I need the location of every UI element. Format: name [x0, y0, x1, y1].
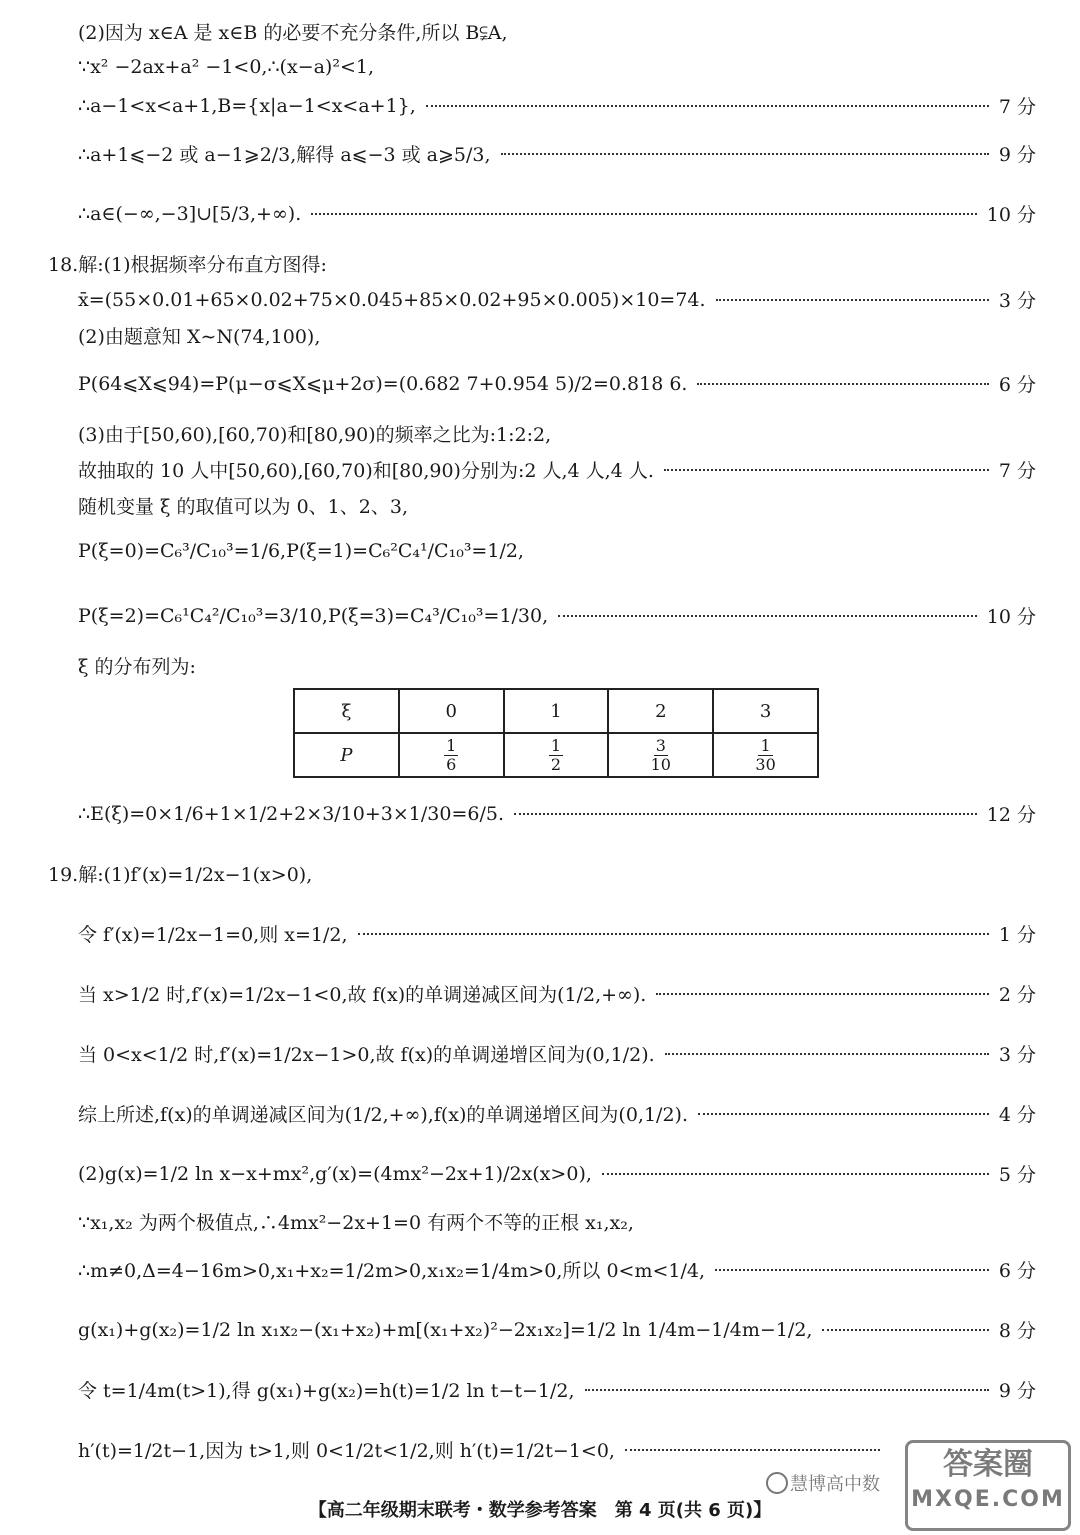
line-19-critical: 令 f′(x)=1/2x−1=0,则 x=1/2, 1 分	[78, 920, 1036, 947]
score: 9 分	[998, 1380, 1036, 1402]
line-18-normal: (2)由题意知 X∼N(74,100),	[78, 326, 321, 348]
wechat-icon	[766, 1472, 788, 1494]
line-19-2-g: (2)g(x)=1/2 ln x−x+mx²,g′(x)=(4mx²−2x+1)/2x(x>0), 5 分	[78, 1160, 1036, 1187]
leader-dots	[501, 153, 989, 155]
line-19-decreasing: 当 x>1/2 时,f′(x)=1/2x−1<0,故 f(x)的单调递减区间为(1/2,+∞). 2 分	[78, 980, 1036, 1007]
leader-dots	[715, 1269, 989, 1271]
line-19-heading: 19.解:(1)f′(x)=1/2x−1(x>0),	[48, 864, 313, 886]
line-18-sampling: 故抽取的 10 人中[50,60),[60,70)和[80,90)分别为:2 人,4 人,4 人. 7 分	[78, 456, 1036, 483]
table-cell: 3	[713, 689, 818, 733]
score: 6 分	[998, 374, 1036, 396]
table-cell: $\frac{3}{10}$	[608, 733, 713, 777]
line-18-heading: 18.解:(1)根据频率分布直方图得:	[48, 254, 327, 276]
score: 7 分	[998, 460, 1036, 482]
line-17-2-solve: ∴a+1⩽−2 或 a−1⩾2/3,解得 a⩽−3 或 a⩾5/3, 9 分	[78, 140, 1036, 167]
leader-dots	[698, 1113, 989, 1115]
score: 6 分	[998, 1260, 1036, 1282]
line-19-2-m-range: ∴m≠0,Δ=4−16m>0,x₁+x₂=1/2m>0,x₁x₂=1/4m>0,所以 0<m<1/4, 6 分	[78, 1256, 1036, 1283]
line-19-increasing: 当 0<x<1/2 时,f′(x)=1/2x−1>0,故 f(x)的单调递增区间为(0,1/2). 3 分	[78, 1040, 1036, 1067]
line-18-distribution-label: ξ 的分布列为:	[78, 656, 196, 678]
line-18-probability: P(64⩽X⩽94)=P(μ−σ⩽X⩽μ+2σ)=(0.682 7+0.954 5)/2=0.818 6. 6 分	[78, 370, 1036, 397]
score: 10 分	[986, 204, 1036, 226]
watermark-logo-bottom: MXQE.COM	[911, 1487, 1065, 1512]
score: 3 分	[998, 1044, 1036, 1066]
score: 4 分	[998, 1104, 1036, 1126]
leader-dots	[656, 993, 989, 995]
line-18-ratio: (3)由于[50,60),[60,70)和[80,90)的频率之比为:1:2:2,	[78, 424, 552, 446]
line-18-prob-2-3: P(ξ=2)=C₆¹C₄²/C₁₀³=3/10,P(ξ=3)=C₄³/C₁₀³=1/30, 10 分	[78, 602, 1036, 629]
score: 12 分	[986, 804, 1036, 826]
table-row	[294, 689, 818, 733]
line-18-mean: x̄=(55×0.01+65×0.02+75×0.045+85×0.02+95×0.005)×10=74. 3 分	[78, 286, 1036, 313]
leader-dots	[514, 813, 977, 815]
line-17-2-condition: (2)因为 x∈A 是 x∈B 的必要不充分条件,所以 B⫋A,	[78, 22, 508, 44]
leader-dots	[358, 933, 989, 935]
line-18-expectation: ∴E(ξ)=0×1/6+1×1/2+2×3/10+3×1/30=6/5. 12 分	[78, 800, 1036, 827]
line-19-2-h-derivative: h′(t)=1/2t−1,因为 t>1,则 0<1/2t<1/2,则 h′(t)=1/2t−1<0,	[78, 1436, 890, 1463]
leader-dots	[625, 1449, 880, 1451]
leader-dots	[664, 469, 989, 471]
score: 8 分	[998, 1320, 1036, 1342]
line-18-prob-0-1: P(ξ=0)=C₆³/C₁₀³=1/6,P(ξ=1)=C₆²C₄¹/C₁₀³=1/2,	[78, 540, 524, 562]
line-17-2-set-b: ∴a−1<x<a+1,B={x|a−1<x<a+1}, 7 分	[78, 92, 1036, 119]
score: 2 分	[998, 984, 1036, 1006]
score: 9 分	[998, 144, 1036, 166]
line-19-2-h: 令 t=1/4m(t>1),得 g(x₁)+g(x₂)=h(t)=1/2 ln t−t−1/2, 9 分	[78, 1376, 1036, 1403]
score: 10 分	[986, 606, 1036, 628]
score: 5 分	[998, 1164, 1036, 1186]
line-19-2-sum: g(x₁)+g(x₂)=1/2 ln x₁x₂−(x₁+x₂)+m[(x₁+x₂)²−2x₁x₂]=1/2 ln 1/4m−1/4m−1/2, 8 分	[78, 1316, 1036, 1343]
table-cell: $\frac{1}{6}$	[399, 733, 504, 777]
line-19-2-roots: ∵x₁,x₂ 为两个极值点,∴4mx²−2x+1=0 有两个不等的正根 x₁,x₂,	[78, 1212, 634, 1234]
line-18-values: 随机变量 ξ 的取值可以为 0、1、2、3,	[78, 496, 408, 518]
leader-dots	[602, 1173, 989, 1175]
page-footer: 【高二年级期末联考・数学参考答案 第 4 页(共 6 页)】	[308, 1500, 772, 1521]
line-19-summary: 综上所述,f(x)的单调递减区间为(1/2,+∞),f(x)的单调递增区间为(0,1/2). 4 分	[78, 1100, 1036, 1127]
score: 1 分	[998, 924, 1036, 946]
leader-dots	[665, 1053, 989, 1055]
table-cell: P	[294, 733, 399, 777]
watermark-logo-top: 答案圈	[943, 1447, 1033, 1482]
table-row	[294, 733, 818, 777]
table-cell: 1	[504, 689, 609, 733]
leader-dots	[311, 213, 977, 215]
score: 3 分	[998, 290, 1036, 312]
score: 7 分	[998, 96, 1036, 118]
leader-dots	[822, 1329, 988, 1331]
table-cell: $\frac{1}{30}$	[713, 733, 818, 777]
line-17-2-inequality: ∵x² −2ax+a² −1<0,∴(x−a)²<1,	[78, 56, 375, 78]
leader-dots	[716, 299, 989, 301]
watermark-account: 慧博高中数	[790, 1474, 880, 1495]
leader-dots	[558, 615, 977, 617]
distribution-table	[293, 688, 819, 778]
leader-dots	[697, 383, 988, 385]
table-cell: ξ	[294, 689, 399, 733]
table-cell: 2	[608, 689, 713, 733]
leader-dots	[585, 1389, 989, 1391]
leader-dots	[426, 105, 989, 107]
line-17-2-answer: ∴a∈(−∞,−3]∪[5/3,+∞). 10 分	[78, 200, 1036, 227]
table-cell: 0	[399, 689, 504, 733]
table-cell: $\frac{1}{2}$	[504, 733, 609, 777]
